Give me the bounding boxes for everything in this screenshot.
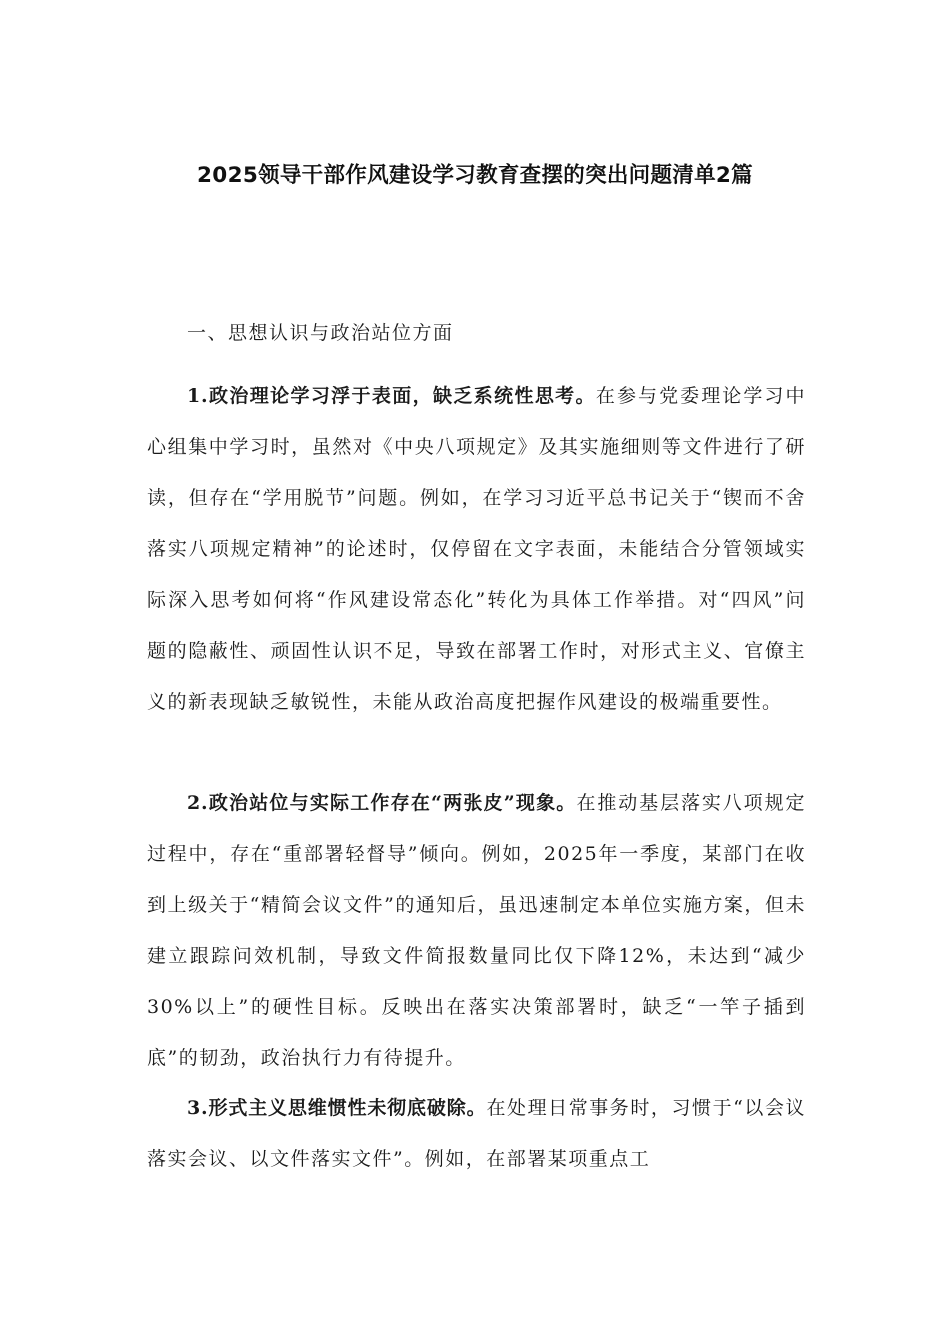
paragraph-2-body: 在推动基层落实八项规定过程中，存在“重部署轻督导”倾向。例如，2025年一季度，某部门在收到上级关于“精简会议文件”的通知后，虽迅速制定本单位实施方案，但未建立跟踪问效机制，导致文件简报数量同比仅下降12%，未达到“减少30%以上”的硬性目标。反映出在落实决策部署时，缺乏“一竿子插到底”的韧劲，政治执行力有待提升。 (147, 792, 806, 1069)
paragraph-2-lead: 2.政治站位与实际工作存在“两张皮”现象。 (187, 792, 577, 814)
paragraph-1-lead: 1.政治理论学习浮于表面，缺乏系统性思考。 (187, 385, 596, 407)
paragraph-2 (147, 778, 806, 1084)
paragraph-1 (147, 371, 806, 728)
paragraph-3-body: 在处理日常事务时，习惯于“以会议落实会议、以文件落实文件”。例如，在部署某项重点工 (147, 1097, 807, 1170)
section-heading: 一、思想认识与政治站位方面 (187, 322, 454, 344)
paragraph-3 (147, 1083, 806, 1185)
paragraph-1-body: 在参与党委理论学习中心组集中学习时，虽然对《中央八项规定》及其实施细则等文件进行了研读，但存在“学用脱节”问题。例如，在学习习近平总书记关于“锲而不舍落实八项规定精神”的论述时，仅停留在文字表面，未能结合分管领域实际深入思考如何将“作风建设常态化”转化为具体工作举措。对“四风”问题的隐蔽性、顽固性认识不足，导致在部署工作时，对形式主义、官僚主义的新表现缺乏敏锐性，未能从政治高度把握作风建设的极端重要性。 (147, 385, 806, 713)
paragraph-3-lead: 3.形式主义思维惯性未彻底破除。 (187, 1097, 487, 1119)
document-title: 2025领导干部作风建设学习教育查摆的突出问题清单2篇 (197, 163, 753, 188)
